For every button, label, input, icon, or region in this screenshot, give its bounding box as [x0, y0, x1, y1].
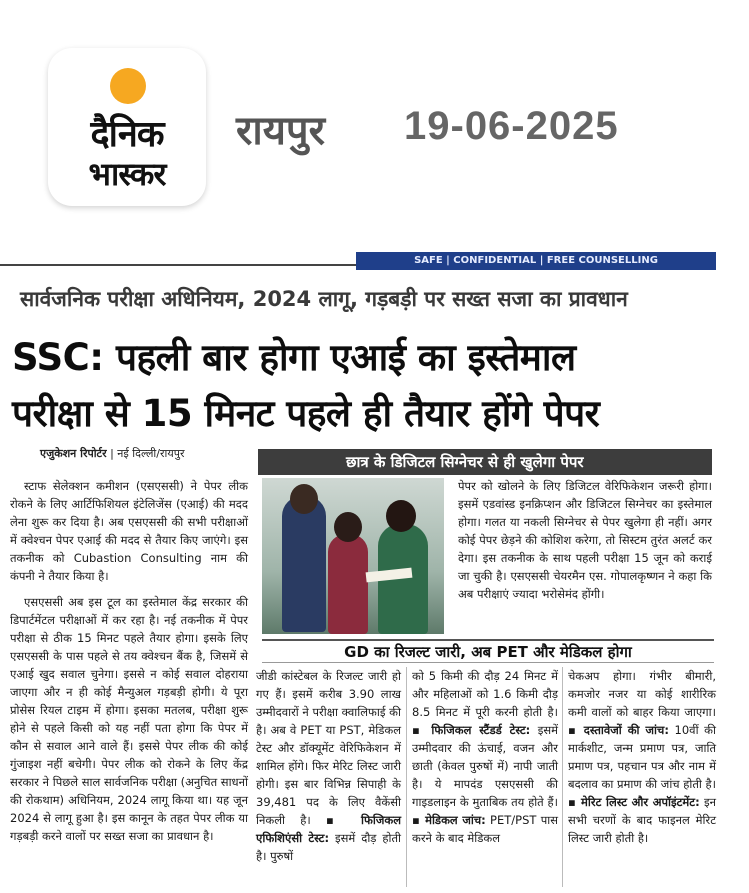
logo-line1: दैनिक [90, 114, 164, 155]
left-paragraph-2: एसएससी अब इस टूल का इस्तेमाल केंद्र सरकार की डिपार्टमेंटल परीक्षाओं में कर रहा है। नई तकनीक में पेपर परीक्षा से ठीक 15 मिनट पहले तैयार होगा। इसके लिए एसएससी के पास पहले से तय क्वेश्चन बैंक है, जिसमें से एआई खुद सवाल चुनेगा। इससे न कोई सवाल दोहराया जाएगा और न ही कोई मैन्युअल गड़बड़ी होगी। ये पूरा प्रोसेस रियल टाइम में होगा। इसका मतलब, परीक्षा शुरू होने से पहले किसी को यह नहीं पता होगा कि पेपर में कौन से सवाल आने वाले हैं। इससे पेपर लीक की कोई गुंजाइश नहीं बचेगी। पेपर लीक को रोकने के लिए केंद्र सरकार ने पिछले साल सार्वजनिक परीक्षा (अनुचित साधनों की रोकथाम) अधिनियम, 2024 लागू किया था। यह जून 2024 से लागू हुआ है। इस कानून के तहत पेपर लीक या गड़बड़ी करने वालों पर सख्त सजा का प्रावधान है। [10, 595, 248, 843]
sun-icon [110, 68, 146, 104]
gd-column-1 [256, 667, 401, 865]
gd-col3-text2: 10वीं की मार्कशीट, जन्म प्रमाण पत्र, जाति प्रमाण पत्र, पहचान पत्र और नाम में बदलाव का प्रमाण की जांच होती है। [568, 723, 717, 791]
headline-line1: SSC: पहली बार होगा एआई का इस्तेमाल [12, 336, 576, 379]
gd-column-3 [568, 667, 716, 847]
gd-col2-text: को 5 किमी की दौड़ 24 मिनट में और महिलाओं को 1.6 किमी दौड़ 8.5 मिनट में पूरी करनी होती है। [412, 669, 558, 719]
dainik-bhaskar-logo [48, 48, 206, 206]
person-figure [282, 496, 326, 632]
column-divider [562, 667, 563, 887]
column-divider [406, 667, 407, 887]
person-head [386, 500, 416, 532]
ad-strip: SAFE | CONFIDENTIAL | FREE COUNSELLING [356, 252, 716, 270]
gd-box-title: GD का रिजल्ट जारी, अब PET और मेडिकल होगा [262, 639, 714, 663]
gd-column-2 [412, 667, 558, 847]
byline [40, 446, 184, 461]
top-rule [0, 264, 360, 266]
person-head [290, 484, 318, 514]
city-name: रायपुर [236, 108, 325, 154]
gd-col1-text: जीडी कांस्टेबल के रिजल्ट जारी हो गए हैं। इसमें करीब 3.90 लाख उम्मीदवारों ने परीक्षा क्वालिफाई की है। अब वे PET या PST, मेडिकल टेस्ट और डॉक्यूमेंट वेरिफिकेशन में शामिल होंगे। फिर मेरिट लिस्ट जारी होगी। इस बार विभिन्न सिपाही के 39,481 पद के लिए वैकेंसी निकली है। [256, 669, 401, 827]
gd-col3-text: चेकअप होगा। गंभीर बीमारी, कमजोर नजर या कोई शारीरिक कमी वालों को बाहर किया जाएगा। [568, 669, 716, 719]
students-photo [262, 478, 444, 634]
edition-date: 19-06-2025 [404, 104, 619, 148]
right-column: पेपर को खोलने के लिए डिजिटल वेरिफिकेशन जरूरी होगा। इसमें एडवांस्ड इनक्रिप्शन और डिजिटल सिग्नेचर का इस्तेमाल होगा। गलत या नकली सिग्नेचर से पेपर खुलेगा ही नहीं। अगर कोई पेपर छेड़ने की कोशिश करेगा, तो सिस्टम तुरंत अलर्ट कर देगा। इस तकनीक के साथ पहली परीक्षा 15 जून को कराई जा चुकी है। एसएससी चेयरमैन एस. गोपालकृष्णन ने कहा कि अब परीक्षाएं ज्यादा भरोसेमंद होंगी। [458, 479, 712, 601]
byline-place: | नई दिल्ली/रायपुर [106, 447, 185, 460]
left-paragraph-1: स्टाफ सेलेक्शन कमीशन (एसएससी) ने पेपर लीक रोकने के लिए आर्टिफिशियल इंटेलिजेंस (एआई) की मदद लेना शुरू कर दिया है। अब एसएससी की सभी परीक्षाओं में क्वेश्चन पेपर एआई की मदद से तैयार किए जाएंगे। इस तकनीक को Cubastion Consulting नाम की कंपनी ने तैयार किया है। [10, 479, 248, 583]
gd-col2-bold2: ▪ मेडिकल जांच: [412, 813, 486, 827]
logo-line2: भास्कर [88, 155, 166, 193]
gd-col1-bold: ▪ फिजिकल एफिशिएंसी टेस्ट: [256, 813, 401, 845]
gd-col1-tail: इसमें दौड़ होती है। पुरुषों [256, 831, 401, 863]
left-column [10, 477, 248, 853]
article-kicker: सार्वजनिक परीक्षा अधिनियम, 2024 लागू, गड़बड़ी पर सख्त सजा का प्रावधान [20, 287, 628, 311]
sub-heading: छात्र के डिजिटल सिग्नेचर से ही खुलेगा पेपर [258, 449, 712, 475]
person-figure [328, 534, 368, 634]
gd-col3-bold1: ▪ दस्तावेजों की जांच: [568, 723, 669, 737]
headline-line2: परीक्षा से 15 मिनट पहले ही तैयार होंगे पेपर [12, 392, 600, 435]
gd-col2-text3: PET/PST पास करने के बाद मेडिकल [412, 813, 558, 845]
gd-col3-text3: इन सभी चरणों के बाद फाइनल मेरिट लिस्ट जारी होती है। [568, 795, 717, 845]
gd-col3-bold2: ▪ मेरिट लिस्ट और अपॉइंटमेंट: [568, 795, 700, 809]
person-head [334, 512, 362, 542]
gd-col2-bold1: ▪ फिजिकल स्टैंडर्ड टेस्ट: [412, 723, 531, 737]
byline-reporter: एजुकेशन रिपोर्टर [40, 447, 107, 460]
gd-col2-text2: इसमें उम्मीदवार की ऊंचाई, वजन और छाती (केवल पुरुषों में) नापी जाती है। ये मापदंड एसएससी की गाइडलाइन के मुताबिक तय होते हैं। [412, 723, 559, 809]
